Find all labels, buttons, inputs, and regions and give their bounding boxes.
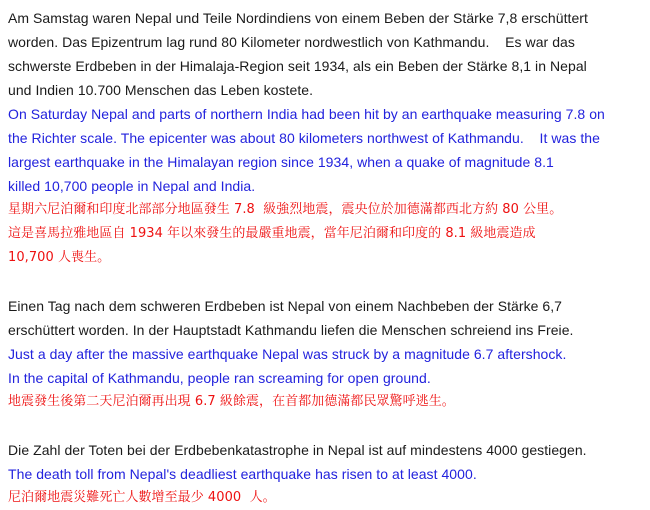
text-line: 這是喜馬拉雅地區自 1934 年以來發生的最嚴重地震，當年尼泊爾和印度的 8.1 級地震造成 bbox=[8, 226, 536, 241]
paragraph-earthquake bbox=[8, 6, 644, 270]
text-line: 地震發生後第二天尼泊爾再出現 6.7 級餘震，在首都加德滿都民眾驚呼逃生。 bbox=[8, 394, 455, 409]
text-line: The death toll from Nepal's deadliest earthquake has risen to at least 4000. bbox=[8, 466, 477, 482]
text-line: largest earthquake in the Himalayan region since 1934, when a quake of magnitude 8.1 bbox=[8, 154, 554, 170]
text-line: und Indien 10.700 Menschen das Leben kostete. bbox=[8, 82, 314, 98]
paragraph-death-toll bbox=[8, 438, 644, 510]
text-line: 尼泊爾地震災難死亡人數增至最少 4000 人。 bbox=[8, 490, 276, 505]
paragraph-aftershock bbox=[8, 294, 644, 414]
text-line: killed 10,700 people in Nepal and India. bbox=[8, 178, 256, 194]
text-line: the Richter scale. The epicenter was about 80 kilometers northwest of Kathmandu. It was the bbox=[8, 130, 600, 146]
chinese-text bbox=[8, 486, 644, 510]
text-line: Just a day after the massive earthquake Nepal was struck by a magnitude 6.7 aftershock. bbox=[8, 346, 567, 362]
english-text bbox=[8, 102, 644, 198]
text-line: Die Zahl der Toten bei der Erdbebenkatastrophe in Nepal ist auf mindestens 4000 gestiegen. bbox=[8, 442, 587, 458]
text-line: schwerste Erdbeben in der Himalaja-Region seit 1934, als ein Beben der Stärke 8,1 in Nepal bbox=[8, 58, 587, 74]
german-text bbox=[8, 6, 644, 102]
text-line: Einen Tag nach dem schweren Erdbeben ist Nepal von einem Nachbeben der Stärke 6,7 bbox=[8, 298, 563, 314]
english-text bbox=[8, 342, 644, 390]
text-line: In the capital of Kathmandu, people ran screaming for open ground. bbox=[8, 370, 431, 386]
text-line: 10,700 人喪生。 bbox=[8, 250, 111, 265]
german-text bbox=[8, 294, 644, 342]
text-line: worden. Das Epizentrum lag rund 80 Kilometer nordwestlich von Kathmandu. Es war das bbox=[8, 34, 575, 50]
german-text bbox=[8, 438, 644, 462]
english-text bbox=[8, 462, 644, 486]
chinese-text bbox=[8, 390, 644, 414]
text-line: 星期六尼泊爾和印度北部部分地區發生 7.8 級強烈地震，震央位於加德滿都西北方約 80 公里。 bbox=[8, 202, 563, 217]
text-line: erschüttert worden. In der Hauptstadt Kathmandu liefen die Menschen schreiend ins Freie. bbox=[8, 322, 574, 338]
text-line: Am Samstag waren Nepal und Teile Nordindiens von einem Beben der Stärke 7,8 erschüttert bbox=[8, 10, 588, 26]
chinese-text bbox=[8, 198, 644, 270]
text-line: On Saturday Nepal and parts of northern India had been hit by an earthquake measuring 7.8 on bbox=[8, 106, 605, 122]
document-body bbox=[8, 6, 644, 510]
